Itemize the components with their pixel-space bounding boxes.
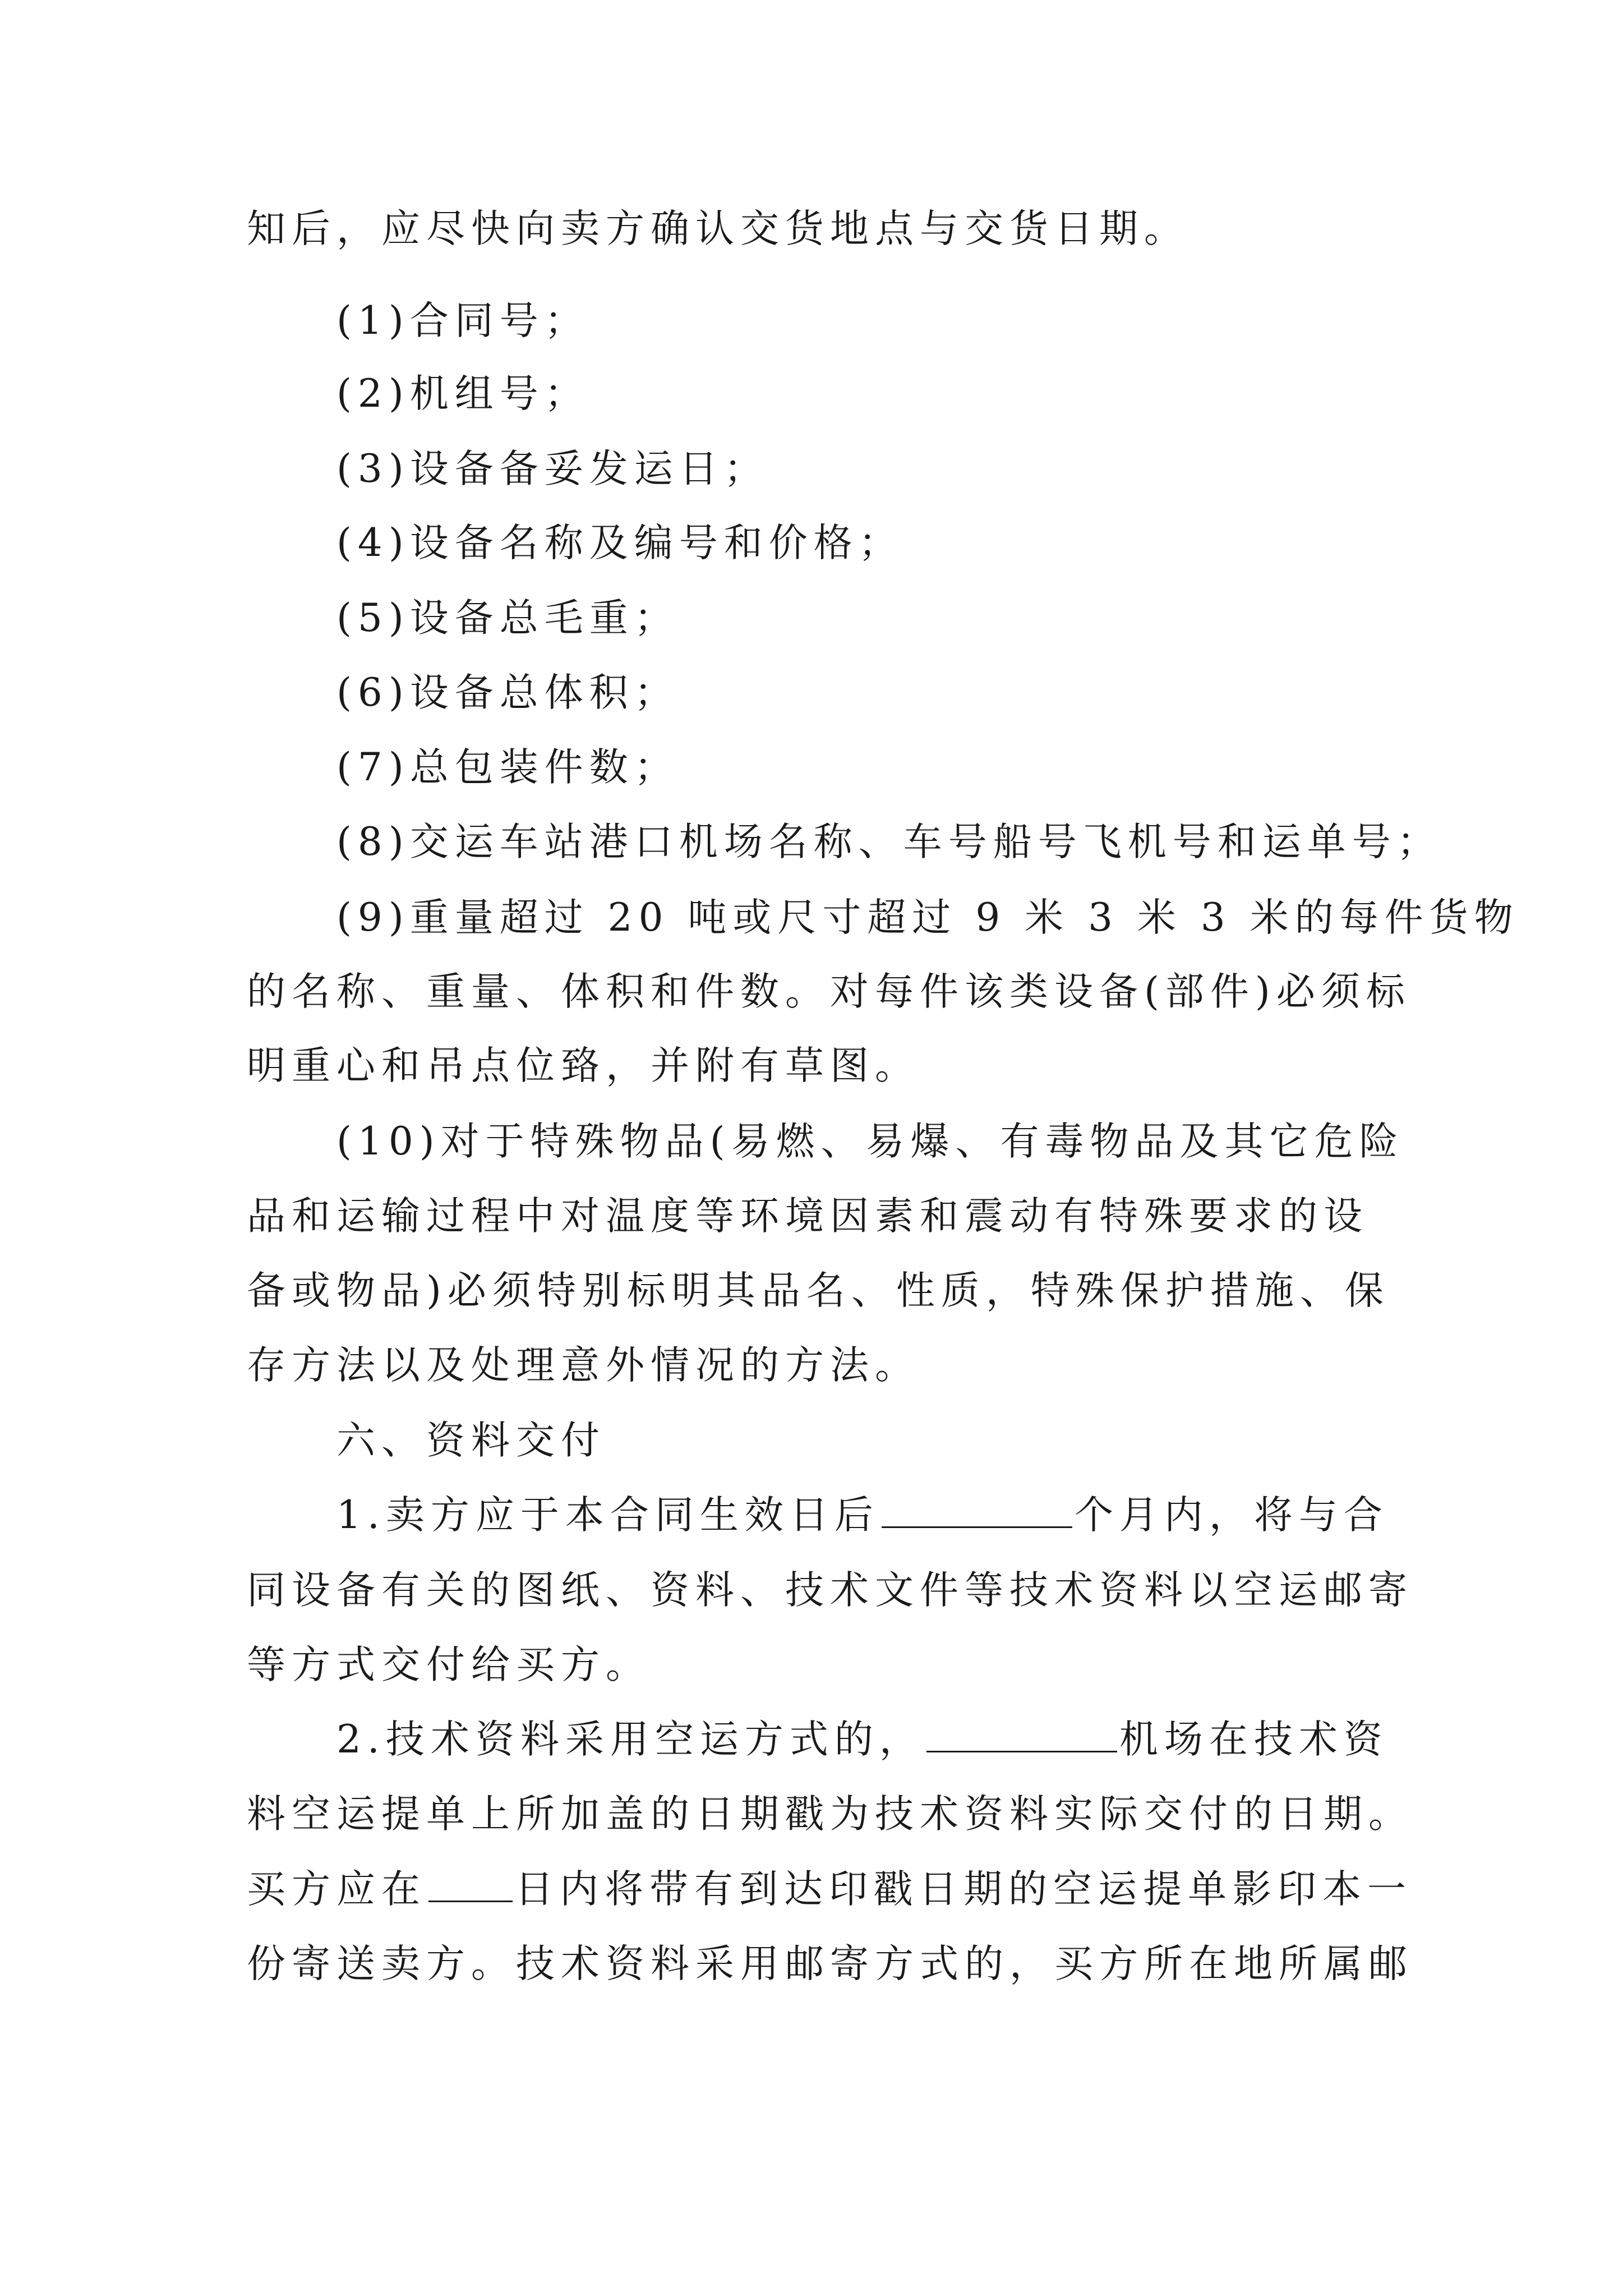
fill-in-blank [428, 1865, 513, 1902]
list-item: (6)设备总体积； [336, 670, 679, 715]
paragraph-line [336, 1487, 1389, 1543]
text-line: 份寄送卖方。技术资料采用邮寄方式的，买方所在地所属邮 [247, 1941, 1413, 1986]
text-line: 等方式交付给买方。 [247, 1642, 651, 1687]
text-segment: 买方应在 [247, 1867, 426, 1912]
list-item: (8)交运车站港口机场名称、车号船号飞机号和运单号； [336, 820, 1442, 864]
fill-in-blank [882, 1490, 1072, 1528]
list-item: (7)总包装件数； [336, 745, 679, 790]
text-line: 知后，应尽快向卖方确认交货地点与交货日期。 [247, 206, 1189, 251]
text-line: 同设备有关的图纸、资料、技术文件等技术资料以空运邮寄 [247, 1568, 1413, 1613]
list-item: (4)设备名称及编号和价格； [336, 521, 903, 565]
list-item: (3)设备备妥发运日； [336, 447, 769, 491]
text-line: 品和运输过程中对温度等环境因素和震动有特殊要求的设 [247, 1194, 1368, 1239]
text-line: 料空运提单上所加盖的日期戳为技术资料实际交付的日期。 [247, 1792, 1413, 1837]
text-segment: 1.卖方应于本合同生效日后 [336, 1493, 879, 1538]
text-line: 备或物品)必须特别标明其品名、性质，特殊保护措施、保 [247, 1268, 1390, 1313]
fill-in-blank [926, 1715, 1117, 1752]
text-segment: 机场在技术资 [1119, 1717, 1389, 1762]
list-item: (2)机组号； [336, 371, 589, 416]
text-segment: 日内将带有到达印戳日期的空运提单影印本一 [515, 1867, 1412, 1912]
list-item: (5)设备总毛重； [336, 596, 679, 641]
list-item: (10)对于特殊物品(易燃、易爆、有毒物品及其它危险 [336, 1119, 1404, 1164]
list-item: (1)合同号； [336, 298, 589, 343]
paragraph-line [336, 1711, 1389, 1768]
text-line: 存方法以及处理意外情况的方法。 [247, 1343, 920, 1388]
text-segment: 2.技术资料采用空运方式的， [336, 1717, 924, 1762]
text-line: 的名称、重量、体积和件数。对每件该类设备(部件)必须标 [247, 969, 1411, 1014]
text-segment: 个月内，将与合 [1074, 1493, 1389, 1538]
text-line: 明重心和吊点位臵，并附有草图。 [247, 1043, 920, 1088]
list-item: (9)重量超过 20 吨或尺寸超过 9 米 3 米 3 米的每件货物 [336, 895, 1519, 940]
paragraph-line [247, 1861, 1412, 1917]
section-heading: 六、资料交付 [336, 1418, 606, 1463]
